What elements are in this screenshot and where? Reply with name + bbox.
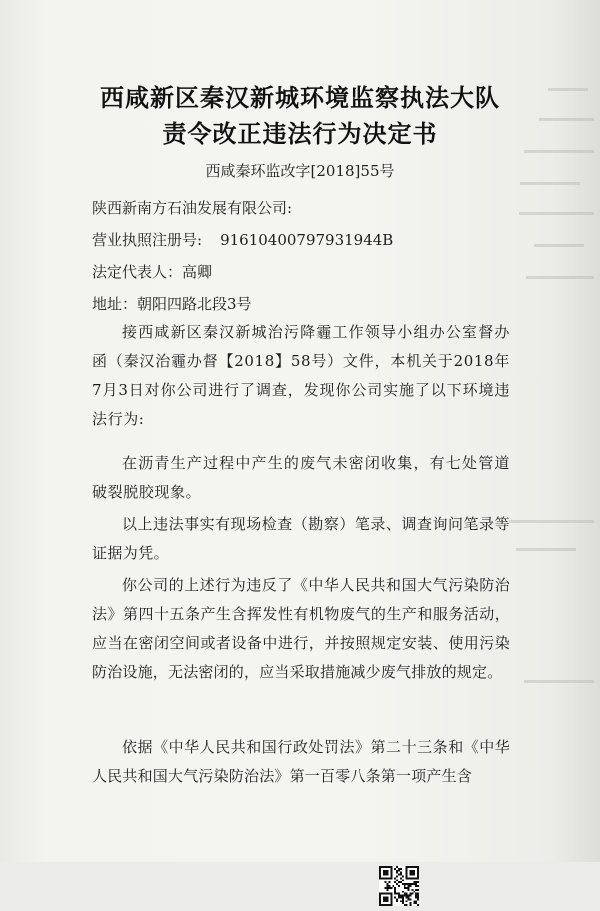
body-paragraph: 在沥青生产过程中产生的废气未密闭收集，有七处管道破裂脱胶现象。 bbox=[92, 454, 510, 501]
body-paragraph: 依据《中华人民共和国行政处罚法》第二十三条和《中华人民共和国大气污染防治法》第一百零八条第一项产生含 bbox=[92, 738, 510, 785]
bleed-through-mark bbox=[534, 244, 584, 247]
recipient-name: 陕西新南方石油发展有限公司: bbox=[92, 199, 293, 217]
bleed-through-mark bbox=[516, 548, 576, 551]
bleed-through-mark bbox=[524, 680, 594, 683]
address: 地址：朝阳四路北段3号 bbox=[92, 295, 252, 313]
bleed-through-mark bbox=[524, 150, 594, 153]
bleed-through-mark bbox=[526, 276, 594, 279]
registration-number: 91610400797931944B bbox=[220, 231, 394, 249]
bleed-through-mark bbox=[509, 520, 594, 523]
bleed-through-mark bbox=[520, 182, 580, 185]
body-paragraph: 接西咸新区秦汉新城治污降霾工作领导小组办公室督办函（秦汉治霾办督【2018】58号）文件，本机关于2018年7月3日对你公司进行了调查，发现你公司实施了以下环境违法行为: bbox=[92, 323, 510, 428]
registration-line bbox=[92, 229, 393, 250]
document-title-line2: 责令改正违法行为决定书 bbox=[162, 120, 438, 148]
legal-representative: 法定代表人：高卿 bbox=[92, 263, 213, 281]
body-paragraph: 以上违法事实有现场检查（勘察）笔录、调查询问笔录等证据为凭。 bbox=[92, 515, 510, 562]
document-number: 西咸秦环监改字[2018]55号 bbox=[205, 162, 395, 180]
bleed-through-mark bbox=[519, 212, 594, 215]
body-paragraph: 你公司的上述行为违反了《中华人民共和国大气污染防治法》第四十五条产生含挥发性有机物废气的生产和服务活动，应当在密闭空间或者设备中进行，并按照规定安装、使用污染防治设施，无法密闭的，应当采取措施减少废气排放的规定。 bbox=[92, 576, 510, 681]
qr-code-icon bbox=[379, 866, 419, 906]
registration-label: 营业执照注册号: bbox=[92, 231, 203, 249]
document-title-line1: 西咸新区秦汉新城环境监察执法大队 bbox=[100, 84, 500, 112]
